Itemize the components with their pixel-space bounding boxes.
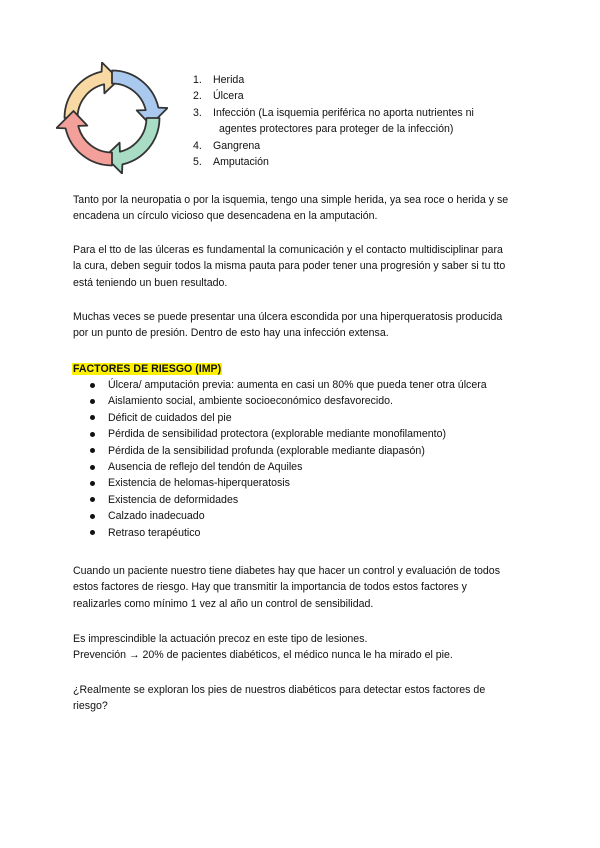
- bullet-icon: [90, 383, 95, 388]
- list-item: [193, 72, 553, 88]
- list-item: Pérdida de la sensibilidad profunda (explorable mediante diapasón): [90, 443, 530, 459]
- bullet-icon: [90, 530, 95, 535]
- cycle-arrow-bottom-right: [105, 118, 160, 174]
- paragraph-hidden-ulcer: Muchas veces se puede presentar una úlcera escondida por una hiperqueratosis producida por un punto de presión. Dentro de esto hay una infección extensa.: [73, 311, 503, 340]
- list-item: Déficit de cuidados del pie: [90, 410, 530, 426]
- list-item: Úlcera/ amputación previa: aumenta en casi un 80% que pueda tener otra úlcera: [90, 377, 530, 393]
- bullet-icon: [90, 465, 95, 470]
- paragraph-neuropathy: Tanto por la neuropatia o por la isquemia, tengo una simple herida, ya sea roce o herida y se encadena un círculo vicioso que desencadena en la amputación.: [73, 194, 509, 223]
- list-item: Existencia de helomas-hiperqueratosis: [90, 475, 530, 491]
- steps-list: [193, 72, 553, 170]
- item-text: Amputación: [213, 156, 269, 169]
- item-text: Gangrena: [213, 139, 261, 152]
- list-item: Retraso terapéutico: [90, 525, 530, 541]
- item-number: 4.: [193, 139, 202, 152]
- cycle-arrow-top-left: [64, 63, 119, 119]
- paragraph-diabetes-control: Cuando un paciente nuestro tiene diabetes hay que hacer un control y evaluación de todos estos factores de riesgo. Hay que transmitir la importancia de todos estos factores y realizarles como mínimo 1 vez al año un control de sensibilidad.: [73, 565, 500, 610]
- paragraph-question: ¿Realmente se exploran los pies de nuestros diabéticos para detectar estos factores de riesgo?: [73, 684, 486, 713]
- cycle-diagram: [56, 62, 168, 174]
- cycle-arrow-bottom-left: [57, 111, 113, 166]
- item-number: 2.: [193, 90, 202, 103]
- list-item: [193, 88, 553, 104]
- list-item: [193, 138, 553, 154]
- list-item: [193, 105, 553, 138]
- bullet-icon: [90, 497, 95, 502]
- list-item: Ausencia de reflejo del tendón de Aquiles: [90, 459, 530, 475]
- item-text: Herida: [213, 74, 245, 86]
- bullet-icon: [90, 481, 95, 486]
- bullet-icon: [90, 432, 95, 437]
- item-text: Infección (La isquemia periférica no aporta nutrientes ni: [213, 106, 474, 119]
- risk-factors-list: [90, 377, 530, 541]
- list-item: Pérdida de sensibilidad protectora (explorable mediante monofilamento): [90, 426, 530, 442]
- bullet-icon: [90, 415, 95, 420]
- list-item: [193, 154, 553, 170]
- list-item: Aislamiento social, ambiente socioeconómico desfavorecido.: [90, 393, 530, 409]
- paragraph-treatment: Para el tto de las úlceras es fundamental la comunicación y el contacto multidisciplinar para la cura, deben seguir todos la misma pauta para poder tener una progresión y saber si tu tto está teniendo un buen resultado.: [73, 244, 506, 289]
- list-item: Calzado inadecuado: [90, 508, 530, 524]
- item-number: 1.: [193, 74, 202, 86]
- paragraph-prevention: Es imprescindible la actuación precoz en este tipo de lesiones. Prevención → 20% de pacientes diabéticos, el médico nunca le ha mirado el pie.: [73, 633, 453, 662]
- item-text-continuation: agentes protectores para proteger de la infección): [219, 123, 454, 136]
- bullet-icon: [90, 448, 95, 453]
- item-number: 5.: [193, 156, 202, 169]
- bullet-icon: [90, 399, 95, 404]
- item-text: Úlcera: [213, 90, 244, 103]
- list-item: Existencia de deformidades: [90, 492, 530, 508]
- cycle-arrow-top-right: [112, 70, 168, 125]
- risk-factors-heading: FACTORES DE RIESGO (IMP): [73, 363, 222, 375]
- bullet-icon: [90, 514, 95, 519]
- item-number: 3.: [193, 106, 202, 119]
